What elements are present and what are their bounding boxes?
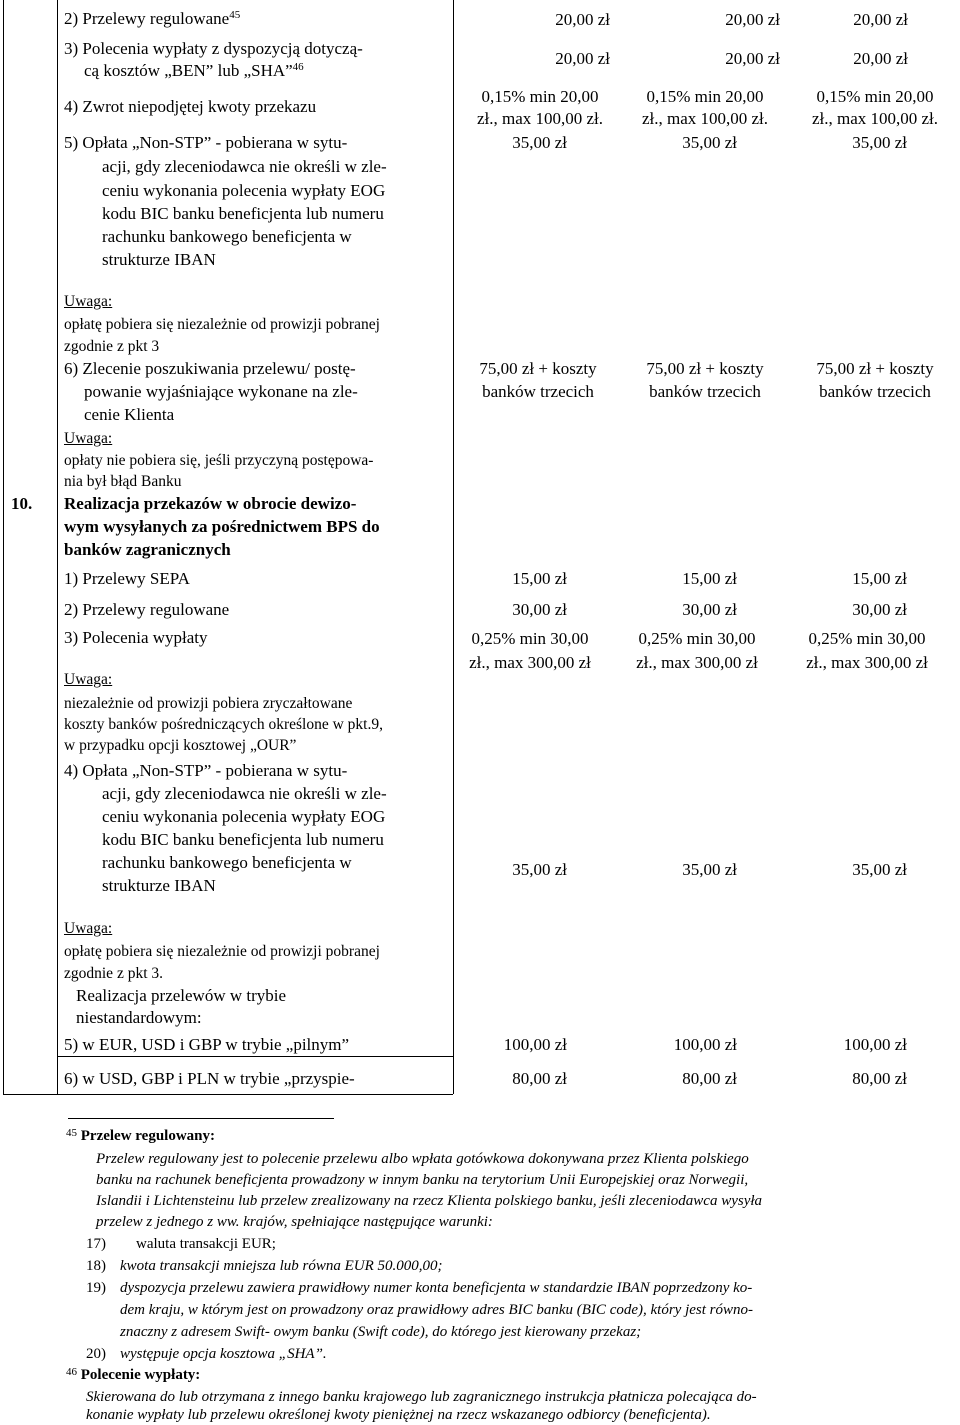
- table-border-bottom: [3, 1094, 453, 1095]
- search-line: powanie wyjaśniające wykonane na zle-: [84, 382, 358, 401]
- value-line: 0,25% min 30,00: [471, 629, 589, 648]
- row-divider: [57, 1056, 453, 1057]
- nonstd-heading: niestandardowym:: [76, 1008, 202, 1027]
- footnote-45-title: $^{45}$ Przelew regulowany:: [66, 1127, 216, 1144]
- value-cell: 15,00 zł: [682, 569, 737, 588]
- nonstp-line: strukturze IBAN: [102, 250, 216, 269]
- search-line: 6) Zlecenie poszukiwania przelewu/ postę-: [64, 359, 356, 378]
- value-line: banków trzecich: [482, 382, 594, 401]
- nonstp-line: ceniu wykonania polecenia wypłaty EOG: [102, 181, 386, 200]
- value-cell: 100,00 zł: [673, 1035, 737, 1054]
- note-label: Uwaga:: [64, 920, 113, 937]
- note-line: zgodnie z pkt 3.: [64, 965, 164, 982]
- value-cell: 100,00 zł: [843, 1035, 907, 1054]
- value-line: 75,00 zł + koszty: [816, 359, 934, 378]
- note-line: zgodnie z pkt 3: [64, 338, 160, 355]
- note-line: koszty banków pośredniczących określone w pkt.9,: [64, 716, 383, 733]
- row-orders: 3) Polecenia wypłaty: [64, 628, 208, 647]
- note-line: niezależnie od prowizji pobiera zryczałtowane: [64, 695, 353, 712]
- section-heading: wym wysyłanych za pośrednictwem BPS do: [64, 517, 380, 536]
- value-cell: 30,00 zł: [512, 600, 567, 619]
- value-line: 0,25% min 30,00: [808, 629, 926, 648]
- footnote-item-num: 19): [86, 1280, 106, 1296]
- note-line: opłatę pobiera się niezależnie od prowizji pobranej: [64, 943, 380, 960]
- row-sepa: 1) Przelewy SEPA: [64, 569, 190, 588]
- value-cell: 20,00 zł: [725, 10, 780, 29]
- row-regulated-2: 2) Przelewy regulowane: [64, 600, 230, 619]
- value-line: zł., max 300,00 zł: [636, 653, 758, 672]
- nonstp-line: acji, gdy zleceniodawca nie określi w zle-: [102, 157, 387, 176]
- value-cell: 20,00 zł: [853, 49, 908, 68]
- value-cell: 35,00 zł: [512, 860, 567, 879]
- section-heading: banków zagranicznych: [64, 540, 231, 559]
- footnote-item-num: 18): [86, 1258, 106, 1274]
- value-line: banków trzecich: [649, 382, 761, 401]
- footnote-item-text: dyspozycja przelewu zawiera prawidłowy numer konta beneficjenta w standardzie IBAN poprzedzony ko-: [120, 1280, 753, 1296]
- section-heading: Realizacja przekazów w obrocie dewizo-: [64, 494, 357, 513]
- value-cell: 30,00 zł: [852, 600, 907, 619]
- note-line: w przypadku opcji kosztowej „OUR”: [64, 737, 297, 754]
- row-orders-line1: 3) Polecenia wypłaty z dyspozycją dotyczą-: [64, 39, 363, 58]
- footnote-45-number: 45: [66, 1127, 77, 1139]
- footnote-46-title: $^{46}$ Polecenie wypłaty:: [66, 1366, 201, 1383]
- nonstp-line: rachunku bankowego beneficjenta w: [102, 227, 352, 246]
- value-line: 75,00 zł + koszty: [646, 359, 764, 378]
- row-orders-line2: cą kosztów „BEN” lub „SHA”$^{46}$: [84, 61, 304, 80]
- footnote-line: Islandii i Lichtensteinu lub przelew zrealizowany na rzecz Klienta polskiego banku, jeśli zleceniodawca wysyła: [96, 1193, 763, 1209]
- value-cell: 80,00 zł: [512, 1069, 567, 1088]
- footnote-46-number: 46: [66, 1366, 77, 1378]
- value-line: 0,25% min 30,00: [638, 629, 756, 648]
- nonstp-line: strukturze IBAN: [102, 876, 216, 895]
- note-label: Uwaga:: [64, 430, 113, 447]
- value-cell: 35,00 zł: [852, 860, 907, 879]
- row-refund: 4) Zwrot niepodjętej kwoty przekazu: [64, 97, 317, 116]
- footnote-item-text: waluta transakcji EUR;: [136, 1236, 276, 1252]
- value-line: zł., max 300,00 zł: [469, 653, 591, 672]
- note-line: opłatę pobiera się niezależnie od prowizji pobranej: [64, 316, 380, 333]
- value-cell: 20,00 zł: [555, 10, 610, 29]
- row-regulated: 2) Przelewy regulowane$^{45}$: [64, 9, 241, 28]
- footnote-line: Skierowana do lub otrzymana z innego banku krajowego lub zagranicznego instrukcja płatnicza polecająca do-: [86, 1389, 757, 1405]
- footnote-item-num: 17): [86, 1236, 106, 1252]
- value-cell: 20,00 zł: [555, 49, 610, 68]
- table-border-desc: [453, 0, 454, 1094]
- value-line: 75,00 zł + koszty: [479, 359, 597, 378]
- value-cell: 15,00 zł: [852, 569, 907, 588]
- nonstp-line: 4) Opłata „Non-STP” - pobierana w sytu-: [64, 761, 348, 780]
- footnote-separator: [68, 1118, 334, 1119]
- row-urgent: 5) w EUR, USD i GBP w trybie „pilnym”: [64, 1035, 350, 1054]
- footnote-item-num: 20): [86, 1346, 106, 1362]
- value-line: zł., max 100,00 zł.: [476, 109, 604, 128]
- note-line: opłaty nie pobiera się, jeśli przyczyną postępowa-: [64, 452, 374, 469]
- note-label: Uwaga:: [64, 293, 113, 310]
- value-cell: 35,00 zł: [512, 133, 567, 152]
- value-line: zł., max 300,00 zł: [806, 653, 928, 672]
- value-cell: 80,00 zł: [682, 1069, 737, 1088]
- footnote-item-text: występuje opcja kosztowa „SHA”.: [120, 1346, 327, 1362]
- value-cell: 20,00 zł: [725, 49, 780, 68]
- nonstp-line: ceniu wykonania polecenia wypłaty EOG: [102, 807, 386, 826]
- footnote-line: przelew z jednego z ww. krajów, spełniające następujące warunki:: [96, 1214, 493, 1230]
- note-line: nia był błąd Banku: [64, 473, 182, 490]
- value-cell: 80,00 zł: [852, 1069, 907, 1088]
- footnote-line: banku na rachunek beneficjenta prowadzony w innym banku na terytorium Unii Europejskiej oraz Norwegii,: [96, 1172, 749, 1188]
- value-line: 0,15% min 20,00: [481, 87, 599, 106]
- value-cell: 100,00 zł: [503, 1035, 567, 1054]
- value-cell: 15,00 zł: [512, 569, 567, 588]
- footnote-item-text: dem kraju, w którym jest on prowadzony oraz prawidłowy adres BIC banku (BIC code), który jest równo-: [120, 1302, 753, 1318]
- value-line: 0,15% min 20,00: [816, 87, 934, 106]
- value-cell: 35,00 zł: [682, 133, 737, 152]
- search-line: cenie Klienta: [84, 405, 175, 424]
- value-line: zł., max 100,00 zł.: [641, 109, 769, 128]
- footnote-item-text: kwota transakcji mniejsza lub równa EUR 50.000,00;: [120, 1258, 443, 1274]
- table-border-num: [57, 0, 58, 1094]
- value-cell: 35,00 zł: [852, 133, 907, 152]
- row-number: 10.: [11, 494, 33, 513]
- value-cell: 30,00 zł: [682, 600, 737, 619]
- nonstd-heading: Realizacja przelewów w trybie: [76, 986, 287, 1005]
- value-line: banków trzecich: [819, 382, 931, 401]
- note-label: Uwaga:: [64, 671, 113, 688]
- value-line: 0,15% min 20,00: [646, 87, 764, 106]
- nonstp-line: rachunku bankowego beneficjenta w: [102, 853, 352, 872]
- table-border-left: [3, 0, 4, 1094]
- row-express: 6) w USD, GBP i PLN w trybie „przyspie-: [64, 1069, 355, 1088]
- nonstp-line: acji, gdy zleceniodawca nie określi w zle-: [102, 784, 387, 803]
- value-line: zł., max 100,00 zł.: [811, 109, 939, 128]
- footnote-line: Przelew regulowany jest to polecenie przelewu albo wpłata gotówkowa dokonywana przez Klienta polskiego: [96, 1151, 749, 1167]
- value-cell: 35,00 zł: [682, 860, 737, 879]
- nonstp-line: 5) Opłata „Non-STP” - pobierana w sytu-: [64, 133, 348, 152]
- value-cell: 20,00 zł: [853, 10, 908, 29]
- nonstp-line: kodu BIC banku beneficjenta lub numeru: [102, 830, 384, 849]
- footnote-line: konanie wypłaty lub przelewu określonej kwoty pieniężnej na rzecz wskazanego odbiorcy (beneficjenta).: [86, 1407, 711, 1423]
- nonstp-line: kodu BIC banku beneficjenta lub numeru: [102, 204, 384, 223]
- footnote-item-text: znaczny z adresem Swift- owym banku (Swift code), do którego jest kierowany przekaz;: [120, 1324, 642, 1340]
